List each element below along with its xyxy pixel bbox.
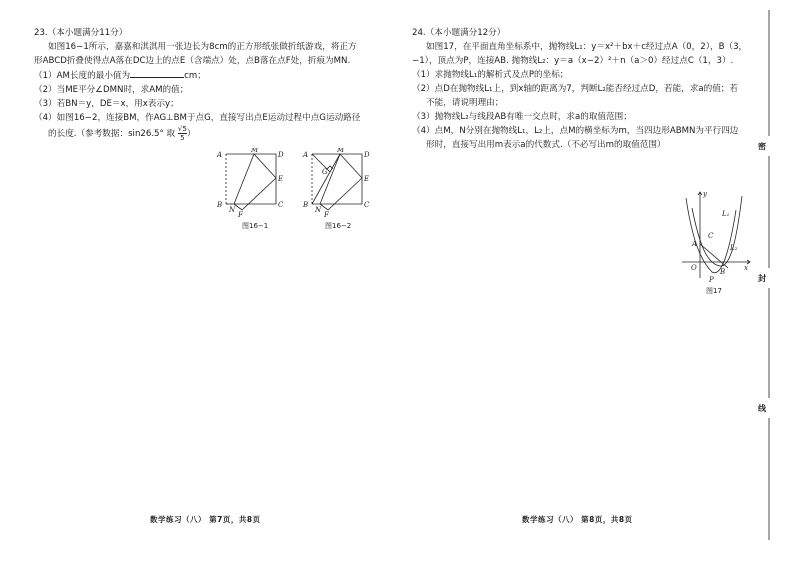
footer-right: 数学练习（八） 第8页，共8页 <box>522 515 633 524</box>
label-d: D <box>278 151 284 159</box>
q23-sub1-unit: cm； <box>184 71 206 81</box>
answer-blank[interactable] <box>130 68 184 78</box>
crease-mn <box>320 154 340 204</box>
label-a: A <box>217 151 223 159</box>
segment-bm <box>312 154 340 204</box>
question-24 <box>412 26 757 152</box>
fraction-denominator: 5 <box>180 134 185 142</box>
label-m: M <box>337 148 345 154</box>
label-l1: L₁ <box>722 210 730 218</box>
label-e: E <box>364 175 370 183</box>
label-f: F <box>324 211 329 218</box>
figure-16-1 <box>214 148 288 218</box>
q23-sub4-text: 的长度.（参考数据：sin26.5° 取 <box>48 129 176 139</box>
label-b: B <box>217 201 223 209</box>
q24-intro-line2: −1），顶点为P，连接AB. 抛物线L₂：y＝a（x−2）²＋n（a＞0）经过点C（1，3）. <box>412 56 734 66</box>
label-n: N <box>229 206 236 214</box>
q24-sub1: （1）求抛物线L₁的解析式及点P的坐标； <box>412 70 569 80</box>
q23-sub1 <box>34 68 384 83</box>
q24-intro-line1: 如图17，在平面直角坐标系中，抛物线L₁：y＝x²＋bx＋c经过点A（0，2），B（3， <box>426 42 748 52</box>
q23-sub3: （3）若BN＝y，DE＝x，用x表示y； <box>34 99 179 109</box>
label-l2: L₂ <box>730 244 738 252</box>
label-n: N <box>315 206 322 214</box>
q23-intro-line1: 如图16−1所示，嘉嘉和淇淇用一张边长为8cm的正方形纸张做折纸游戏，将正方 <box>48 42 357 52</box>
binding-label-line: 线 <box>758 404 766 413</box>
folded-edge <box>234 178 276 210</box>
figure-16-2 <box>300 148 374 218</box>
label-m: M <box>251 148 259 154</box>
label-c: C <box>708 232 714 240</box>
label-f: F <box>238 211 243 218</box>
label-o: O <box>691 264 697 272</box>
q23-sub4-line2 <box>34 125 384 142</box>
label-p: P <box>709 276 714 284</box>
q24-sub4-line1: （4）点M，N分别在抛物线L₁，L₂上，点M的横坐标为m，当四边形ABMN为平行四边 <box>412 126 739 136</box>
segment-ab <box>700 244 728 268</box>
q23-intro-line2: 形ABCD折叠使得点A落在DC边上的点E（含端点）处，点B落在点F处，折痕为MN. <box>34 56 351 66</box>
segment-me <box>254 154 276 178</box>
label-x: x <box>744 264 748 272</box>
label-c: C <box>278 201 284 209</box>
label-b: B <box>720 268 726 276</box>
q23-sub4-close: ） <box>186 129 196 139</box>
label-e: E <box>278 175 284 183</box>
label-y: y <box>703 190 707 198</box>
q23-sub4-line1: （4）如图16−2，连接BM，作AG⊥BM于点G，直接写出点E运动过程中点G运动路径 <box>34 113 361 123</box>
figure-17 <box>678 188 754 284</box>
label-a: A <box>692 240 698 248</box>
fraction <box>178 125 187 142</box>
binding-label-seal: 密 <box>758 142 766 151</box>
q24-sub3: （3）抛物线L₂与线段AB有唯一交点时，求a的取值范围； <box>412 112 632 122</box>
figure-17-caption: 图17 <box>706 287 722 295</box>
parabola-l2 <box>692 196 742 266</box>
figure-16-2-caption: 图16−2 <box>325 222 352 230</box>
q23-title: 23.（本小题满分11分） <box>34 28 128 38</box>
label-b: B <box>303 201 309 209</box>
fraction-numerator: √5 <box>177 125 187 133</box>
figure-16-1-caption: 图16−1 <box>242 222 269 230</box>
folded-edge <box>320 178 362 210</box>
label-g: G <box>322 168 328 176</box>
q24-sub2-line2: 不能，请说明理由； <box>426 98 504 108</box>
q23-sub2: （2）当ME平分∠DMN时，求AM的值； <box>34 85 189 95</box>
q23-sub1-text: （1）AM长度的最小值为 <box>34 71 131 81</box>
question-23 <box>34 26 384 142</box>
q24-title: 24.（本小题满分12分） <box>412 28 506 38</box>
segment-me <box>340 154 362 178</box>
binding-label-fold: 封 <box>758 274 766 283</box>
label-c: C <box>364 201 370 209</box>
q24-sub2-line1: （2）点D在抛物线L₁上，到x轴的距离为7，判断L₂能否经过点D，若能，求a的值；若 <box>412 84 738 94</box>
footer-left: 数学练习（八） 第7页，共8页 <box>150 515 261 524</box>
q24-sub4-line2: 形时，直接写出用m表示a的代数式.（不必写出m的取值范围） <box>426 140 666 150</box>
label-a: A <box>303 151 309 159</box>
label-d: D <box>364 151 370 159</box>
binding-line <box>760 0 800 566</box>
crease-mn <box>234 154 254 204</box>
